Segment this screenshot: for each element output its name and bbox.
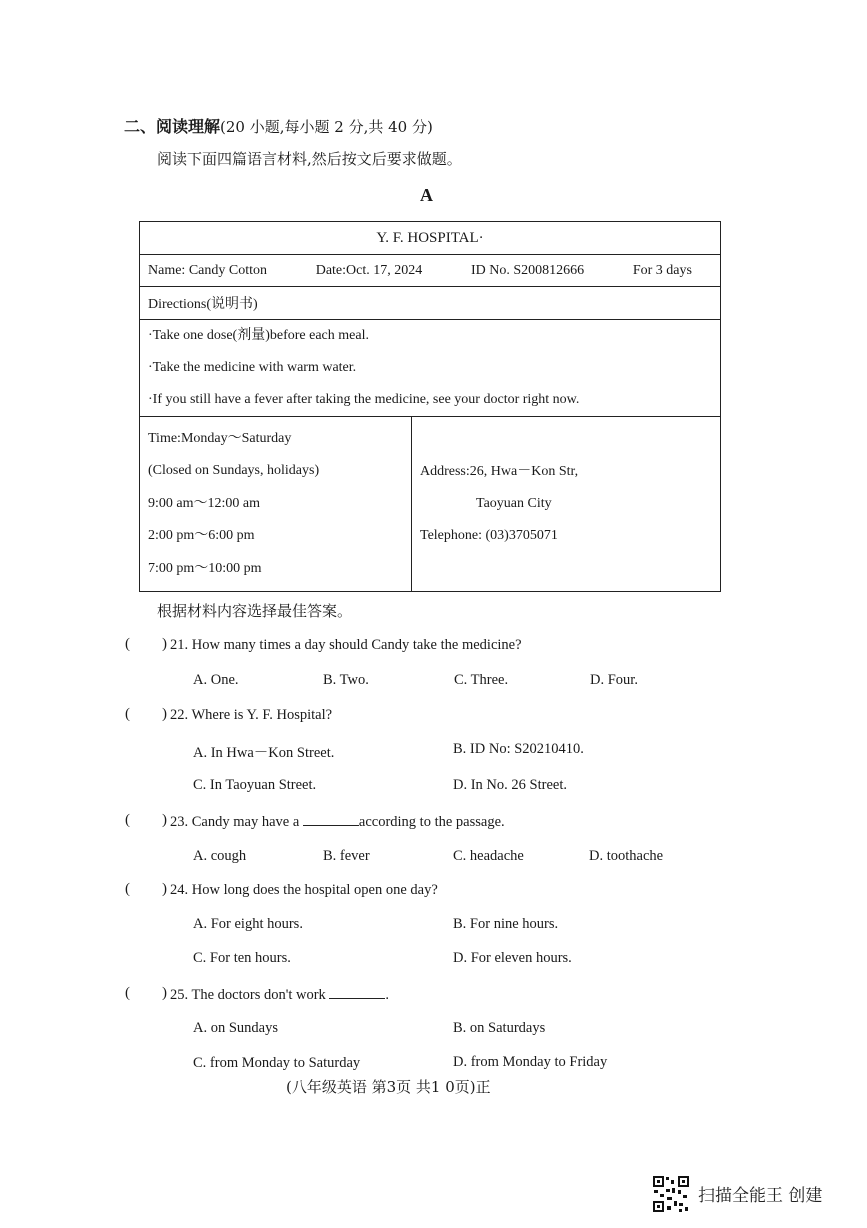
- question-stem: 22. Where is Y. F. Hospital?: [170, 707, 333, 723]
- section-title: [124, 114, 433, 137]
- address-line-1: Address:26, Hwa－Kon Str,: [420, 464, 579, 479]
- telephone: Telephone: (03)3705071: [420, 528, 558, 543]
- direction-item: ·Take one dose(剂量)before each meal.: [148, 328, 369, 343]
- option-a: A. For eight hours.: [193, 916, 303, 932]
- stem-before-blank: 23. Candy may have a: [170, 814, 303, 830]
- passage-letter: A: [420, 185, 433, 205]
- reading-instruction: 阅读下面四篇语言材料,然后按文后要求做题。: [157, 150, 462, 168]
- opening-hours-cell: [140, 417, 412, 592]
- answer-paren-close: ): [162, 985, 167, 1001]
- patient-info-row: [140, 255, 721, 287]
- page-footer: (八年级英语 第3页 共1 0页)正: [286, 1078, 491, 1096]
- option-d: D. toothache: [589, 848, 664, 864]
- option-c: C. In Taoyuan Street.: [193, 777, 317, 793]
- scanner-watermark: 扫描全能王 创建: [698, 1186, 823, 1206]
- question-stem: 24. How long does the hospital open one day?: [170, 882, 438, 898]
- option-c: C. headache: [453, 848, 524, 864]
- stem-after-blank: .: [385, 987, 390, 1003]
- option-d: D. For eleven hours.: [453, 950, 572, 966]
- option-b: B. on Saturdays: [453, 1020, 546, 1036]
- option-b: B. ID No: S20210410.: [453, 741, 584, 757]
- option-d: D. Four.: [590, 672, 638, 688]
- section-title-bold: 二、阅读理解: [124, 117, 221, 136]
- prescription-duration: For 3 days: [632, 262, 692, 278]
- option-b: B. For nine hours.: [453, 916, 559, 932]
- option-a: A. on Sundays: [193, 1020, 278, 1036]
- answer-blank: [329, 986, 385, 999]
- patient-name: Name: Candy Cotton: [148, 262, 267, 278]
- question-instruction: 根据材料内容选择最佳答案。: [157, 602, 353, 620]
- prescription-date: Date:Oct. 17, 2024: [315, 262, 423, 278]
- stem-after-blank: according to the passage.: [358, 814, 505, 830]
- hours-afternoon: 2:00 pm～6:00 pm: [148, 528, 255, 544]
- patient-id: ID No. S200812666: [470, 262, 585, 278]
- answer-paren-close: ): [162, 812, 167, 828]
- section-title-rest: (20 小题,每小题 2 分,共 40 分): [220, 118, 433, 136]
- question-stem: 21. How many times a day should Candy take the medicine?: [170, 637, 522, 653]
- contact-cell: [412, 417, 721, 592]
- option-a: A. cough: [193, 848, 247, 864]
- answer-paren-open: (: [125, 636, 130, 652]
- closed-days: (Closed on Sundays, holidays): [148, 463, 320, 479]
- option-a: A. In Hwa－Kon Street.: [193, 745, 335, 761]
- option-d: D. In No. 26 Street.: [453, 777, 567, 793]
- answer-paren-close: ): [162, 636, 167, 652]
- address-line-2: Taoyuan City: [476, 496, 552, 511]
- qr-code-icon: [652, 1175, 690, 1213]
- hours-evening: 7:00 pm～10:00 pm: [148, 560, 262, 576]
- opening-days: Time:Monday～Saturday: [148, 430, 292, 446]
- option-c: C. Three.: [454, 672, 509, 688]
- answer-blank: [303, 813, 359, 826]
- answer-paren-open: (: [125, 812, 130, 828]
- directions-list: [140, 320, 721, 417]
- directions-heading: Directions(说明书): [140, 287, 721, 320]
- direction-item: ·If you still have a fever after taking the medicine, see your doctor right now.: [148, 392, 580, 407]
- option-b: B. fever: [323, 848, 370, 864]
- answer-paren-close: ): [162, 706, 167, 722]
- hospital-prescription-card: [139, 221, 721, 592]
- answer-paren-open: (: [125, 881, 130, 897]
- question-stem: [170, 986, 389, 1004]
- hospital-name: Y. F. HOSPITAL·: [140, 222, 721, 255]
- option-c: C. from Monday to Saturday: [193, 1055, 361, 1071]
- direction-item: ·Take the medicine with warm water.: [148, 360, 357, 375]
- question-stem: [170, 813, 505, 831]
- answer-paren-open: (: [125, 706, 130, 722]
- option-d: D. from Monday to Friday: [453, 1054, 608, 1070]
- option-b: B. Two.: [323, 672, 369, 688]
- option-c: C. For ten hours.: [193, 950, 291, 966]
- option-a: A. One.: [193, 672, 239, 688]
- answer-paren-open: (: [125, 985, 130, 1001]
- hours-morning: 9:00 am～12:00 am: [148, 495, 260, 511]
- stem-before-blank: 25. The doctors don't work: [170, 987, 330, 1003]
- answer-paren-close: ): [162, 881, 167, 897]
